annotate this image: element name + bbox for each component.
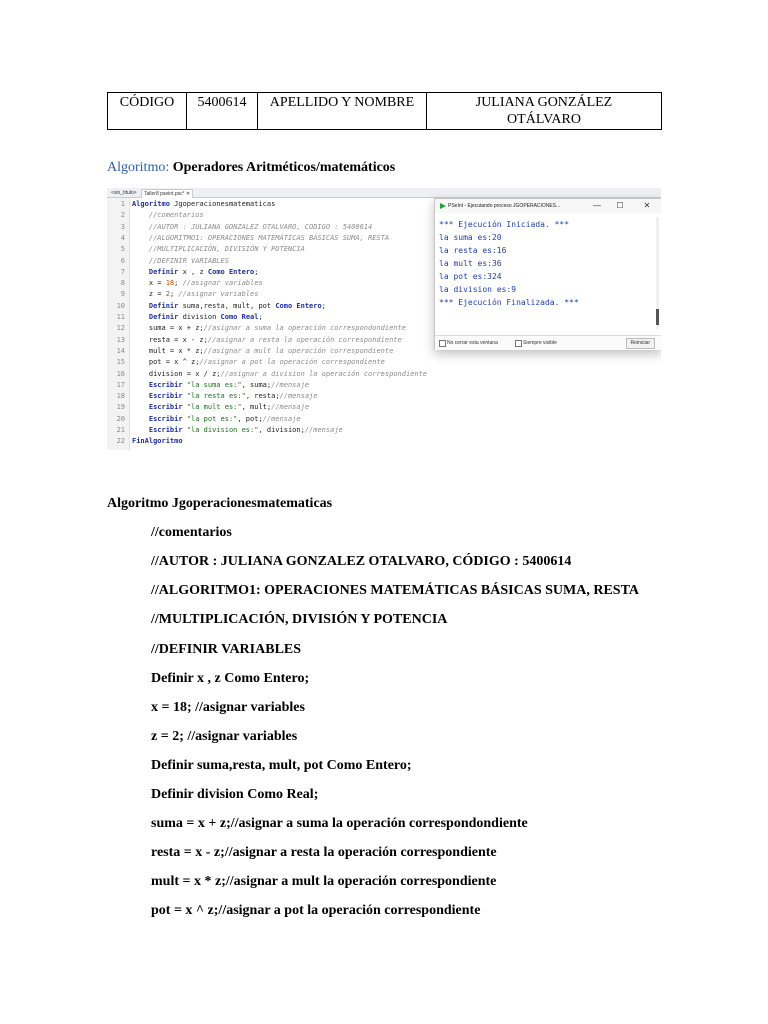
line-number: 16 — [116, 369, 125, 378]
listing-line: resta = x - z;//asignar a resta la operación correspondiente — [151, 845, 497, 861]
always-visible-checkbox[interactable] — [515, 340, 522, 347]
name-label: APELLIDO Y NOMBRE — [258, 93, 427, 130]
tab-taller8[interactable]: Taller8 pseint.psc* ✕ — [141, 189, 193, 198]
code-line[interactable] — [107, 436, 661, 447]
code-text: Escribir "la resta es:", resta;//mensaje — [148, 392, 318, 401]
line-number: 3 — [120, 222, 125, 231]
section-title — [107, 160, 395, 176]
line-number: 21 — [116, 426, 125, 434]
maximize-button[interactable]: ☐ — [616, 201, 624, 210]
listing-line: //DEFINIR VARIABLES — [151, 641, 302, 657]
console-line: la resta es:16 — [439, 246, 507, 255]
listing-line: Definir suma,resta, mult, pot Como Entero; — [151, 757, 412, 773]
restart-button[interactable]: Reiniciar — [626, 338, 655, 349]
listing-line: //AUTOR : JULIANA GONZALEZ OTALVARO, CÓDIGO : 5400614 — [151, 554, 572, 570]
line-number: 18 — [116, 392, 125, 401]
line-number: 6 — [120, 256, 125, 265]
console-line: la division es:9 — [439, 285, 517, 294]
code-value: 5400614 — [187, 93, 258, 130]
console-title: PSeInt - Ejecutando proceso JGOPERACIONES... — [448, 203, 561, 209]
console-line: *** Ejecución Finalizada. *** — [439, 298, 579, 307]
line-number: 13 — [116, 335, 125, 344]
line-number: 8 — [120, 279, 125, 288]
code-text: Escribir "la pot es:", pot;//mensaje — [148, 414, 301, 423]
line-number: 2 — [120, 211, 125, 220]
scrollbar-thumb[interactable] — [656, 309, 659, 325]
name-value — [427, 93, 662, 130]
code-text: Escribir "la suma es:", suma;//mensaje — [148, 380, 310, 389]
listing-line: //ALGORITMO1: OPERACIONES MATEMÁTICAS BÁSICAS SUMA, RESTA — [151, 583, 639, 599]
code-text: //comentarios — [148, 211, 204, 220]
console-line: la suma es:20 — [439, 233, 502, 242]
line-number: 7 — [120, 267, 125, 276]
minimize-button[interactable]: — — [593, 201, 601, 210]
console-scrollbar[interactable] — [656, 217, 659, 329]
line-number: 15 — [116, 358, 125, 367]
section-title-text: Operadores Aritméticos/matemáticos — [172, 160, 396, 175]
listing-line: Definir x , z Como Entero; — [151, 670, 310, 686]
listing-line: suma = x + z;//asignar a suma la operación correspondondiente — [151, 816, 528, 832]
code-text: //AUTOR : JULIANA GONZALEZ OTALVARO, CODIGO : 5400614 — [148, 222, 373, 231]
line-number: 1 — [120, 200, 125, 208]
code-text: mult = x * z;//asignar a mult la operación correspondiente — [132, 346, 394, 355]
code-text: //MULTIPLICACIÓN, DIVISIÓN Y POTENCIA — [148, 245, 305, 254]
console-window — [434, 198, 661, 350]
line-number: 5 — [120, 245, 125, 254]
line-number: 11 — [116, 313, 125, 321]
code-text: //DEFINIR VARIABLES — [148, 256, 229, 265]
code-text: Definir division Como Real; — [148, 313, 263, 321]
code-line[interactable] — [107, 369, 661, 380]
line-number: 14 — [116, 346, 125, 355]
code-text: FinAlgoritmo — [132, 437, 183, 446]
console-line: *** Ejecución Iniciada. *** — [439, 220, 570, 229]
code-label: CÓDIGO — [108, 93, 187, 130]
line-number: 4 — [120, 233, 125, 242]
line-number: 12 — [116, 324, 125, 333]
listing-line: pot = x ^ z;//asignar a pot la operación correspondiente — [151, 903, 481, 919]
keep-open-label: No cerrar esta ventana — [447, 340, 498, 346]
name-value-line2: OTÁLVARO — [507, 112, 581, 127]
code-text: x = 18; //asignar variables — [132, 279, 263, 288]
code-text: division = x / z;//asignar a division la operación correspondiente — [132, 369, 428, 378]
code-text: pot = x ^ z;//asignar a pot la operación correspondiente — [132, 358, 385, 367]
code-text: //ALGORITMO1: OPERACIONES MATEMÁTICAS BÁSICAS SUMA, RESTA — [148, 233, 390, 242]
line-number: 20 — [116, 414, 125, 423]
console-footer — [435, 335, 661, 350]
console-line: la pot es:324 — [439, 272, 502, 281]
code-text: resta = x - z;//asignar a resta la operación correspondiente — [132, 335, 402, 344]
listing-line: z = 2; //asignar variables — [151, 728, 298, 744]
listing-title: Algoritmo Jgoperacionesmatematicas — [107, 496, 333, 511]
code-line[interactable] — [107, 414, 661, 425]
code-text: Escribir "la division es:", division;//mensaje — [148, 426, 343, 434]
code-line[interactable] — [107, 391, 661, 402]
listing-line: mult = x * z;//asignar a mult la operación correspondiente — [151, 874, 497, 890]
line-number: 19 — [116, 403, 125, 412]
student-info-table — [107, 92, 662, 130]
tab-sin-titulo[interactable]: <sin_titulo> — [111, 190, 137, 196]
code-line[interactable] — [107, 357, 661, 368]
listing-line: Definir division Como Real; — [151, 787, 319, 802]
name-value-line1: JULIANA GONZÁLEZ — [475, 95, 613, 110]
console-line: la mult es:36 — [439, 259, 502, 268]
line-number: 10 — [116, 301, 125, 310]
student-info-row — [108, 93, 662, 130]
always-visible-label: Siempre visible — [523, 340, 557, 346]
listing-line: x = 18; //asignar variables — [151, 699, 305, 715]
keep-open-checkbox[interactable] — [439, 340, 446, 347]
close-button[interactable]: ✕ — [643, 201, 651, 210]
code-text: Algoritmo Jgoperacionesmatematicas — [132, 200, 276, 208]
code-text: z = 2; //asignar variables — [132, 290, 259, 299]
editor-tab-bar — [107, 188, 661, 198]
code-line[interactable] — [107, 402, 661, 413]
listing-line: //MULTIPLICACIÓN, DIVISIÓN Y POTENCIA — [151, 612, 448, 628]
code-line[interactable] — [107, 380, 661, 391]
line-number: 22 — [116, 437, 125, 446]
code-text: suma = x + z;//asignar a suma la operación correspondondiente — [132, 324, 406, 333]
listing-line: //comentarios — [151, 525, 232, 541]
pseint-screenshot — [107, 188, 661, 450]
code-text: Definir x , z Como Entero; — [148, 267, 259, 276]
console-title-bar — [435, 199, 661, 213]
code-text: Escribir "la mult es:", mult;//mensaje — [148, 403, 310, 412]
line-number: 9 — [120, 290, 125, 299]
section-keyword: Algoritmo: — [107, 160, 170, 175]
line-number: 17 — [116, 380, 125, 389]
play-icon — [440, 203, 446, 209]
code-line[interactable] — [107, 425, 661, 436]
code-text: Definir suma,resta, mult, pot Como Entero; — [148, 301, 326, 310]
